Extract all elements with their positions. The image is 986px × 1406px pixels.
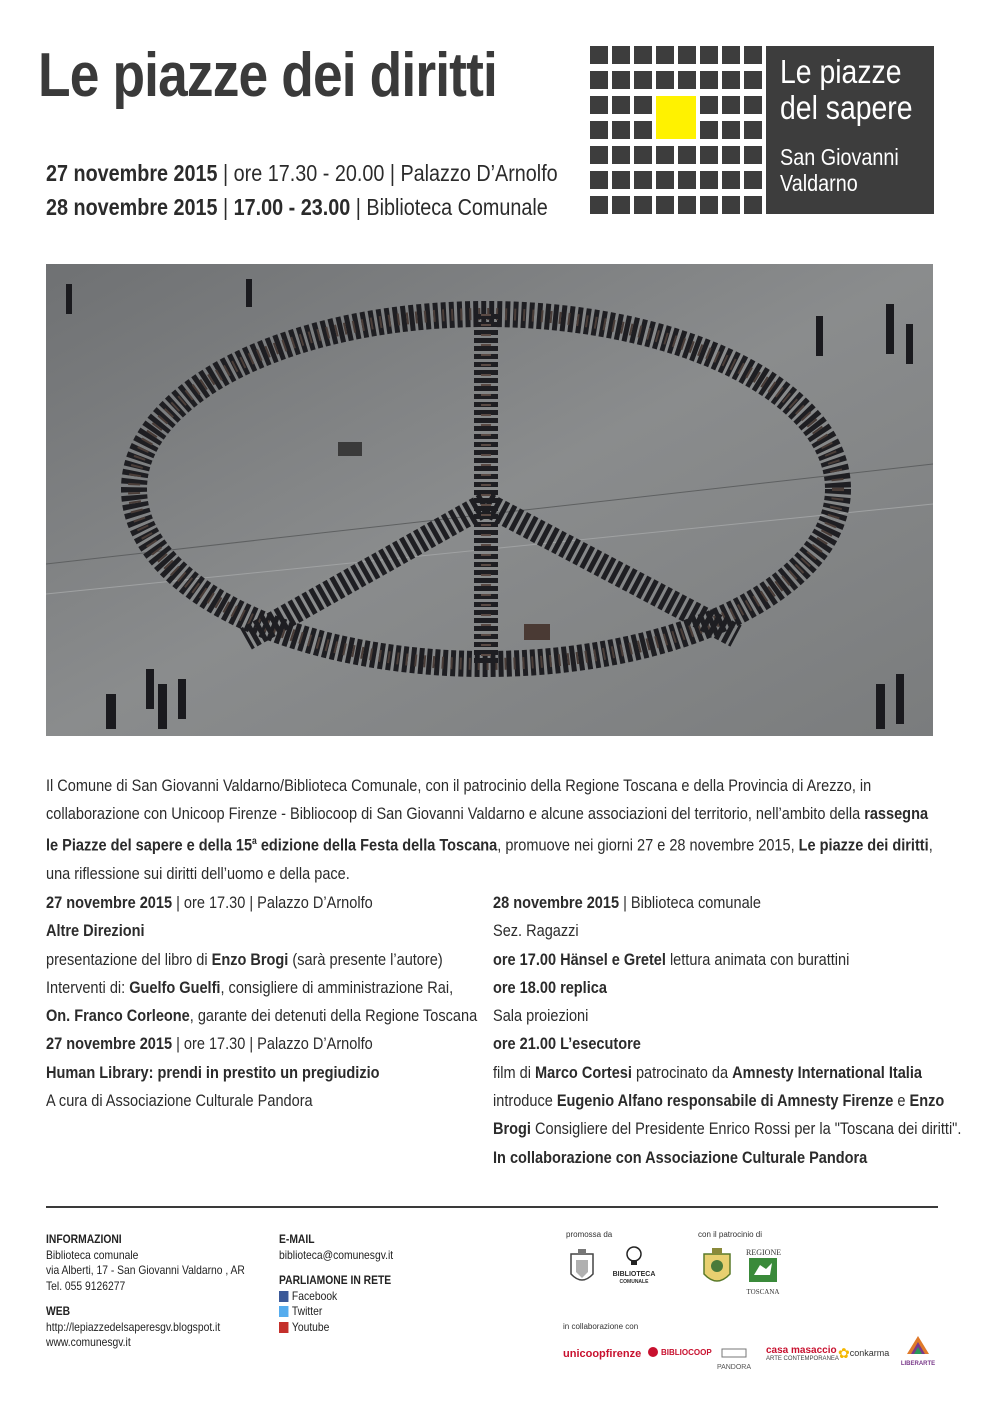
intro-paragraph xyxy=(46,772,935,888)
event-text: e xyxy=(893,1091,910,1111)
logo-line-3: San Giovanni xyxy=(780,144,899,170)
flower-icon: ✿ xyxy=(838,1345,850,1361)
event-name: Eugenio Alfano responsabile di Amnesty Firenze xyxy=(556,1091,894,1111)
event-text: patrocinato da xyxy=(631,1062,733,1082)
info-block xyxy=(46,1232,245,1351)
date-1: 27 novembre 2015 xyxy=(46,160,218,186)
event-3-line-4 xyxy=(493,1059,961,1087)
liberarte-icon xyxy=(905,1334,931,1356)
event-text: lettura animata con burattini xyxy=(665,949,850,969)
facebook-label: Facebook xyxy=(291,1288,338,1303)
event-1-line-2 xyxy=(46,974,477,1002)
event-name: Amnesty International Italia xyxy=(732,1062,922,1082)
logo-line-4: Valdarno xyxy=(780,170,858,196)
event-2-line-1: A cura di Associazione Culturale Pandora xyxy=(46,1091,313,1111)
event-3-header xyxy=(493,889,961,917)
event-meta: | Biblioteca comunale xyxy=(619,893,761,912)
logo-line-2: del sapere xyxy=(780,89,913,126)
collaboration-label: in collaborazione con xyxy=(563,1322,639,1331)
event-text: Consigliere del Presidente Enrico Rossi per la "Toscana dei diritti". xyxy=(530,1119,962,1139)
youtube-label: Youtube xyxy=(291,1319,330,1334)
website-link[interactable]: www.comunesgv.it xyxy=(46,1335,131,1349)
youtube-icon xyxy=(279,1322,288,1333)
event-3-line-3 xyxy=(493,1030,961,1058)
event-meta: | ore 17.30 | Palazzo D’Arnolfo xyxy=(172,893,373,912)
place-2: Biblioteca Comunale xyxy=(366,194,548,220)
date-2: 28 novembre 2015 xyxy=(46,194,218,220)
comune-crest-logo xyxy=(568,1248,596,1288)
biblioteca-comunale-logo xyxy=(610,1246,658,1296)
facebook-link[interactable] xyxy=(279,1289,393,1305)
logo-subtitle xyxy=(780,144,899,196)
program-left-column xyxy=(46,889,477,1115)
bibliocoop-logo xyxy=(648,1347,712,1357)
page-title: Le piazze dei diritti xyxy=(38,41,497,110)
liberarte-text: LIBERARTE xyxy=(900,1361,936,1367)
peace-sign-photo xyxy=(46,264,933,736)
email-heading: E-MAIL xyxy=(279,1232,315,1246)
intro-text: , promuove nei giorni 27 e 28 novembre 2015, xyxy=(497,835,799,855)
event-title: ore 17.00 Hänsel e Gretel xyxy=(493,949,666,969)
separator: | xyxy=(350,194,367,220)
event-3-line-1 xyxy=(493,946,961,974)
event-1-line-3 xyxy=(46,1002,477,1030)
info-name: Biblioteca comunale xyxy=(46,1247,139,1262)
provincia-crest-logo xyxy=(700,1248,734,1292)
event-date: 27 novembre 2015 xyxy=(46,893,173,912)
event-text: introduce xyxy=(493,1091,557,1111)
pandora-text: PANDORA xyxy=(716,1364,752,1371)
unicoop-logo: unicoopfirenze xyxy=(563,1348,642,1360)
promoted-by-label: promossa da xyxy=(566,1230,613,1239)
event-3-line-6 xyxy=(493,1115,961,1143)
date-line-1 xyxy=(46,160,558,187)
intro-highlight: rassegna le Piazze del sapere e della 15 xyxy=(46,804,929,855)
bibliocoop-icon xyxy=(648,1347,658,1357)
event-2-header xyxy=(46,1030,477,1058)
program-right-column xyxy=(493,889,961,1172)
pegasus-icon xyxy=(748,1257,778,1283)
blog-link[interactable]: http://lepiazzedelsaperesgv.blogspot.it xyxy=(46,1319,221,1334)
date-line-2 xyxy=(46,194,548,221)
conkarma-text: conkarma xyxy=(849,1348,890,1358)
twitter-icon xyxy=(279,1306,288,1317)
email-link[interactable]: biblioteca@comunesgv.it xyxy=(279,1247,394,1262)
intro-text: , una riflessione sui diritti dell’uomo e della pace. xyxy=(46,835,933,883)
separator: | xyxy=(217,194,234,220)
event-name: Enzo xyxy=(909,1091,945,1111)
separator: | xyxy=(217,160,234,186)
footer-divider xyxy=(46,1206,938,1208)
regione-toscana-logo xyxy=(746,1248,780,1300)
twitter-label: Twitter xyxy=(291,1304,323,1318)
info-heading: INFORMAZIONI xyxy=(46,1232,122,1246)
patronage-label: con il patrocinio di xyxy=(698,1230,763,1239)
event-1-line-1 xyxy=(46,946,477,974)
event-text: , consigliere di amministrazione Rai, xyxy=(220,977,454,997)
contact-block xyxy=(279,1232,393,1335)
event-name: Brogi xyxy=(493,1119,531,1139)
masaccio-subtext: ARTE CONTEMPORANEA xyxy=(766,1356,839,1362)
youtube-link[interactable] xyxy=(279,1320,393,1336)
event-text: , garante dei detenuti della Regione Toscana xyxy=(189,1006,478,1026)
event-2-title xyxy=(46,1059,477,1087)
info-address: via Alberti, 17 - San Giovanni Valdarno , AR xyxy=(46,1263,245,1277)
event-name: Enzo Brogi xyxy=(211,949,289,969)
event-3-line-2 xyxy=(493,974,961,1002)
time-1: ore 17.30 - 20.00 xyxy=(233,160,385,186)
event-3-line-5 xyxy=(493,1087,961,1115)
intro-highlight: edizione della Festa della Toscana xyxy=(256,835,498,855)
logo-yellow-square xyxy=(656,96,696,139)
event-text: (sarà presente l’autore) xyxy=(288,949,443,969)
event-title: ore 18.00 replica xyxy=(493,977,607,997)
event-1-title xyxy=(46,917,477,945)
web-heading: WEB xyxy=(46,1304,71,1318)
facebook-icon xyxy=(279,1291,288,1302)
lightbulb-icon xyxy=(623,1246,645,1266)
intro-text: Il Comune di San Giovanni Valdarno/Biblioteca Comunale, con il patrocinio della Regione Toscana e della Provincia di Arezzo, in collaborazione con Unicoop Firenze - Bibliocoop di San Giovanni Valdarno e alcune associazioni del territorio, nell’ambito della xyxy=(46,776,872,823)
section-sala: Sala proiezioni xyxy=(493,1006,589,1026)
logo-line-1: Le piazze xyxy=(780,53,902,90)
liberarte-logo xyxy=(900,1334,936,1367)
comunale-logo-text: COMUNALE xyxy=(619,1279,649,1285)
time-2: 17.00 - 23.00 xyxy=(233,194,351,220)
logo-text-box xyxy=(766,46,934,214)
intro-highlight: Le piazze dei diritti xyxy=(798,835,929,855)
twitter-link[interactable] xyxy=(279,1304,393,1320)
event-title: ore 21.00 L’esecutore xyxy=(493,1034,641,1054)
event-meta: | ore 17.30 | Palazzo D’Arnolfo xyxy=(172,1034,373,1054)
event-text: presentazione del libro di xyxy=(46,949,212,969)
place-1: Palazzo D’Arnolfo xyxy=(400,160,558,186)
event-text: film di xyxy=(493,1062,536,1082)
event-name: On. Franco Corleone xyxy=(46,1006,190,1026)
regione-logo-text: REGIONE xyxy=(746,1248,782,1257)
section-ragazzi: Sez. Ragazzi xyxy=(493,921,579,941)
social-heading: PARLIAMONE IN RETE xyxy=(279,1273,392,1287)
info-phone: Tel. 055 9126277 xyxy=(46,1278,126,1293)
casa-masaccio-logo xyxy=(766,1345,839,1362)
biblioteca-logo-text: BIBLIOTECA xyxy=(612,1271,656,1278)
conkarma-logo xyxy=(838,1345,889,1362)
event-name: Guelfo Guelfi xyxy=(129,977,221,997)
logo-title xyxy=(780,54,913,126)
bibliocoop-text: BIBLIOCOOP xyxy=(661,1348,712,1357)
event-1-header xyxy=(46,889,477,917)
pandora-icon xyxy=(720,1347,748,1359)
event-title: Altre Direzioni xyxy=(46,921,145,941)
event-date: 27 novembre 2015 xyxy=(46,1034,173,1054)
event-text: Interventi di: xyxy=(46,977,130,997)
logo-grid-icon xyxy=(590,46,762,214)
event-name: Marco Cortesi xyxy=(535,1062,632,1082)
event-3-line-7 xyxy=(493,1144,961,1172)
event-title: In collaborazione con Associazione Culturale Pandora xyxy=(493,1147,868,1167)
toscana-logo-text: TOSCANA xyxy=(746,1288,780,1296)
event-date: 28 novembre 2015 xyxy=(493,893,620,912)
pandora-logo xyxy=(712,1346,756,1371)
separator: | xyxy=(384,160,401,186)
event-title: Human Library: prendi in prestito un pregiudizio xyxy=(46,1062,380,1082)
masaccio-text: casa masaccio xyxy=(766,1345,837,1356)
intro-superscript: a xyxy=(252,836,257,847)
